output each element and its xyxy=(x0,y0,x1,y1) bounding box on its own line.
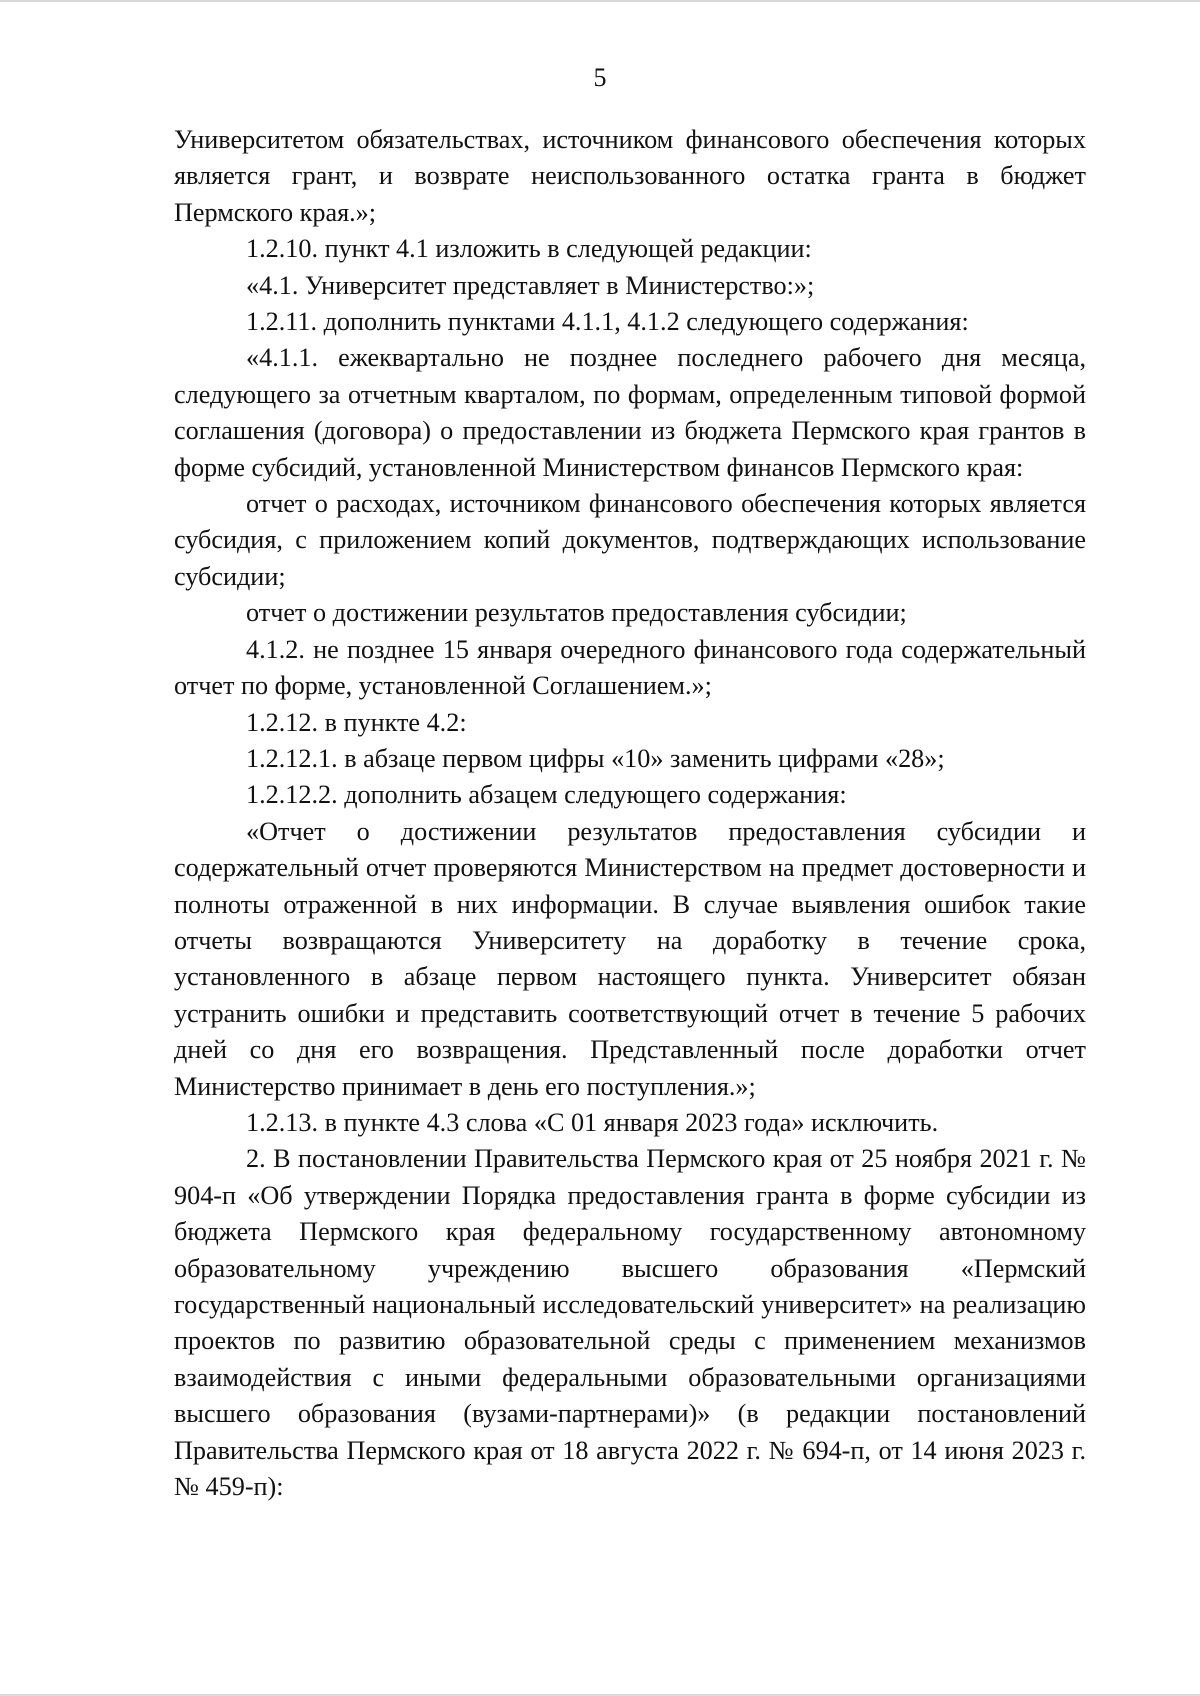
paragraph-4-1-2: 4.1.2. не позднее 15 января очередного финансового года содержательный отчет по форме, установленной Соглашением.»; xyxy=(174,634,1086,701)
paragraph-1-2-11: 1.2.11. дополнить пунктами 4.1.1, 4.1.2 следующего содержания: xyxy=(246,307,969,337)
paragraph-results-report: отчет о достижении результатов предоставления субсидии; xyxy=(246,598,907,628)
paragraph-1-2-12: 1.2.12. в пункте 4.2: xyxy=(246,707,467,737)
paragraph-1-2-10: 1.2.10. пункт 4.1 изложить в следующей редакции: xyxy=(246,234,812,264)
scan-edge-top xyxy=(0,0,1200,2)
paragraph-1-2-12-2: 1.2.12.2. дополнить абзацем следующего содержания: xyxy=(246,780,847,810)
page-number: 5 xyxy=(593,63,607,92)
document-body xyxy=(174,122,1086,1505)
paragraph-4-1-1: «4.1.1. ежеквартально не позднее последнего рабочего дня месяца, следующего за отчетным кварталом, по формам, определенным типовой формой соглашения (договора) о предоставлении из бюджета Пермского края грантов в форме субсидий, установленной Министерством финансов Пермского края: xyxy=(174,343,1086,482)
paragraph-continuation: Университетом обязательствах, источником финансового обеспечения которых является грант, и возврате неиспользованного остатка гранта в бюджет Пермского края.»; xyxy=(174,125,1086,227)
paragraph-4-1: «4.1. Университет представляет в Министерство:»; xyxy=(246,270,815,300)
paragraph-2: 2. В постановлении Правительства Пермского края от 25 ноября 2021 г. № 904-п «Об утверждении Порядка предоставления гранта в форме субсидии из бюджета Пермского края федеральному государственному автономному образовательному учреждению высшего образования «Пермский государственный национальный исследовательский университет» на реализацию проектов по развитию образовательной среды с применением механизмов взаимодействия с иными федеральными образовательными организациями высшего образования (вузами-партнерами)» (в редакции постановлений Правительства Пермского края от 18 августа 2022 г. № 694-п, от 14 июня 2023 г. № 459-п): xyxy=(174,1144,1086,1502)
paragraph-1-2-13: 1.2.13. в пункте 4.3 слова «С 01 января 2023 года» исключить. xyxy=(246,1107,939,1137)
paragraph-report-verification: «Отчет о достижении результатов предоставления субсидии и содержательный отчет проверяются Министерством на предмет достоверности и полноты отраженной в них информации. В случае выявления ошибок такие отчеты возвращаются Университету на доработку в течение срока, установленного в абзаце первом настоящего пункта. Университет обязан устранить ошибки и представить соответствующий отчет в течение 5 рабочих дней со дня его возвращения. Представленный после доработки отчет Министерство принимает в день его поступления.»; xyxy=(174,816,1086,1101)
paragraph-1-2-12-1: 1.2.12.1. в абзаце первом цифры «10» заменить цифрами «28»; xyxy=(246,743,945,773)
paragraph-expense-report: отчет о расходах, источником финансового обеспечения которых является субсидия, с приложением копий документов, подтверждающих использование субсидии; xyxy=(174,489,1086,591)
